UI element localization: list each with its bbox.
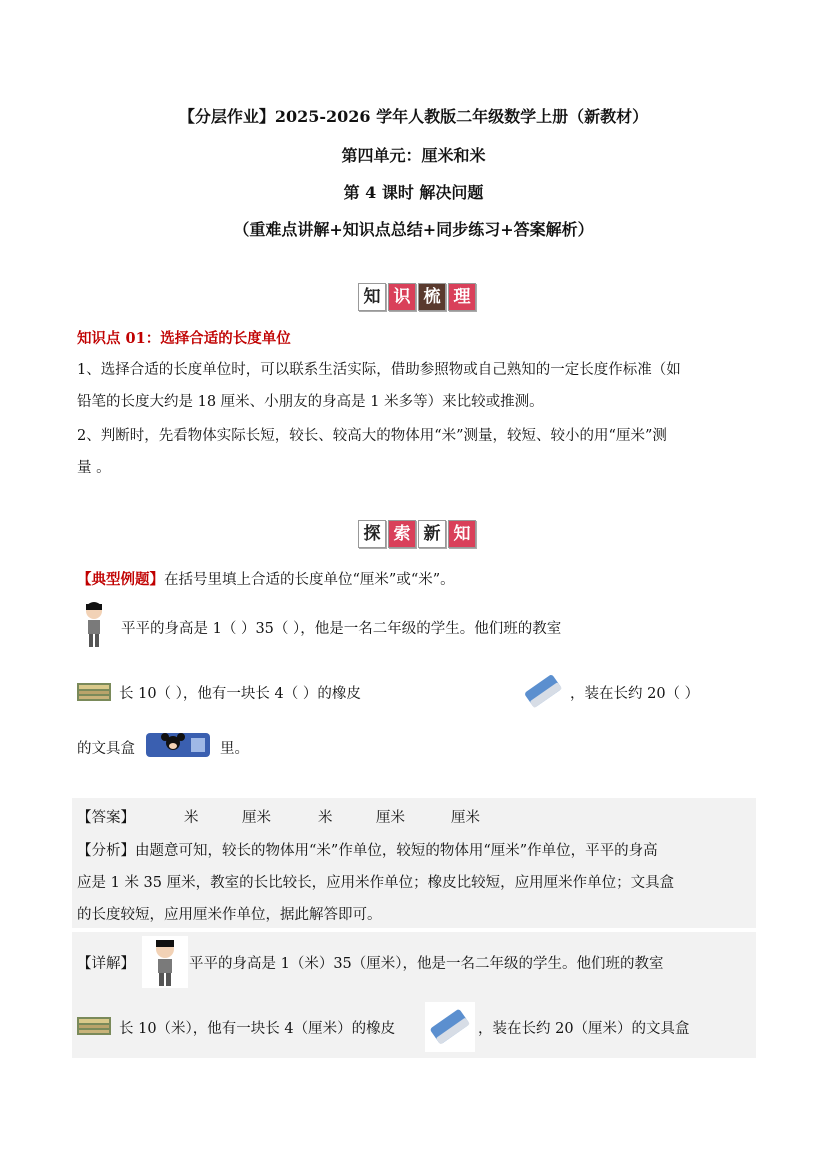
answer-value: 米: [184, 810, 199, 826]
badge-char: 识: [388, 283, 416, 311]
boy-icon: [80, 600, 108, 650]
boy-icon: [142, 936, 188, 988]
knowledge-text: 1、选择合适的长度单位时，可以联系生活实际，借助参照物或自己熟知的一定长度作标准（如: [77, 362, 681, 378]
eraser-picture-frame: [425, 1002, 475, 1052]
analysis-line: 的长度较短，应用厘米作单位，据此解答即可。: [77, 907, 382, 923]
answer-tag: 【答案】: [77, 810, 135, 826]
knowledge-text: 铅笔的长度大约是 18 厘米、小朋友的身高是 1 米多等）来比较或推测。: [77, 394, 544, 410]
example-line: 平平的身高是 1（ ）35（ ），他是一名二年级的学生。他们班的教室: [121, 621, 562, 637]
example-prompt: 在括号里填上合适的长度单位“厘米”或“米”。: [164, 572, 455, 588]
detail-line: 长 10（米），他有一块长 4（厘米）的橡皮: [119, 1021, 396, 1037]
badge-char: 探: [358, 520, 386, 548]
eraser-icon: [425, 1002, 475, 1052]
unit-title: 第四单元：厘米和米: [341, 146, 486, 165]
answer-value: 米: [318, 810, 333, 826]
badge-char: 知: [358, 283, 386, 311]
explore-badge: [358, 520, 476, 548]
detail-line: 平平的身高是 1（米）35（厘米），他是一名二年级的学生。他们班的教室: [189, 956, 664, 972]
lesson-title: 第 4 课时 解决问题: [343, 183, 484, 202]
badge-char: 梳: [418, 283, 446, 311]
analysis-line: [77, 839, 658, 860]
analysis-text: 由题意可知，较长的物体用“米”作单位，较短的物体用“厘米”作单位，平平的身高: [135, 843, 658, 859]
example-line: ，装在长约 20（ ）: [570, 686, 700, 702]
boy-picture-frame: [142, 936, 188, 988]
analysis-line: 应是 1 米 35 厘米，教室的长比较长，应用米作单位；橡皮比较短，应用厘米作单位；文具盒: [77, 875, 675, 891]
document-subtitle: （重难点讲解+知识点总结+同步练习+答案解析）: [233, 220, 594, 239]
pencil-case-icon: [145, 730, 211, 760]
badge-char: 理: [448, 283, 476, 311]
answer-value: 厘米: [242, 810, 271, 826]
badge-char: 知: [448, 520, 476, 548]
badge-char: 新: [418, 520, 446, 548]
example-line: 长 10（ ），他有一块长 4（ ）的橡皮: [119, 686, 361, 702]
example-tag: 【典型例题】: [77, 571, 164, 588]
classroom-icon: [77, 683, 111, 701]
detail-tag: 【详解】: [77, 956, 135, 972]
answer-value: 厘米: [376, 810, 405, 826]
document-title: 【分层作业】2025-2026 学年人教版二年级数学上册（新教材）: [178, 107, 649, 126]
badge-char: 索: [388, 520, 416, 548]
eraser-icon: [520, 670, 566, 712]
analysis-tag: 【分析】: [77, 843, 135, 859]
answer-value: 厘米: [451, 810, 480, 826]
classroom-icon: [77, 1017, 111, 1035]
answer-line: [77, 806, 135, 827]
example-line: 的文具盒: [77, 741, 135, 757]
knowledge-text: 量 。: [77, 460, 111, 476]
example-line: 里。: [220, 741, 249, 757]
detail-line: ，装在长约 20（厘米）的文具盒: [478, 1021, 690, 1037]
knowledge-point-heading: 知识点 01：选择合适的长度单位: [77, 330, 291, 347]
knowledge-text: 2、判断时，先看物体实际长短，较长、较高大的物体用“米”测量，较短、较小的用“厘米”测: [77, 428, 667, 444]
example-question: [77, 568, 455, 589]
knowledge-summary-badge: [358, 283, 476, 311]
